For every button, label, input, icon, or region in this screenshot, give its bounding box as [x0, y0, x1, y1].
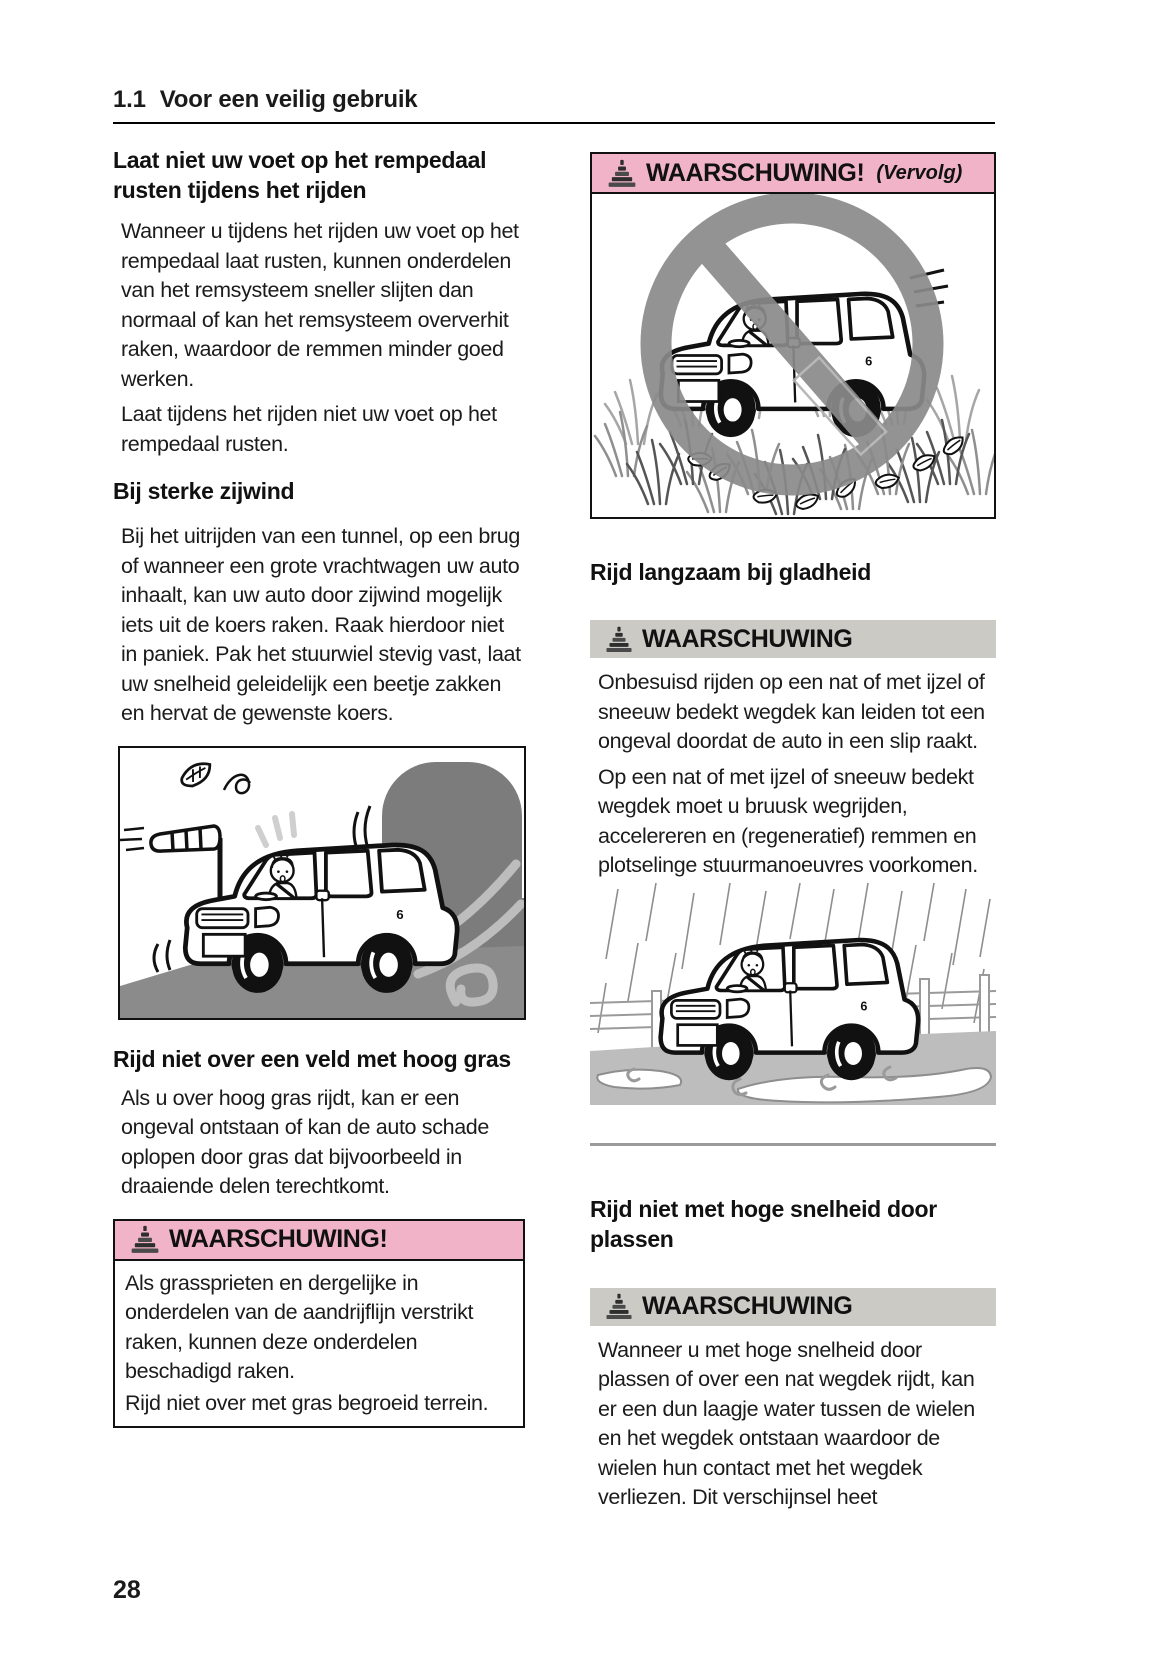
- header-rule: [113, 122, 995, 124]
- paragraph: Laat tijdens het rijden niet uw voet op het rempedaal rusten.: [121, 402, 497, 456]
- section-divider: [590, 1143, 996, 1146]
- warning-band-slippery: [590, 620, 996, 658]
- warning-box-body: [115, 1261, 523, 1427]
- section-number: 1.1: [113, 86, 146, 113]
- warning-title: WAARSCHUWING!: [646, 158, 865, 187]
- heading-slippery: Rijd langzaam bij gladheid: [590, 559, 872, 585]
- heading-crosswind: Bij sterke zijwind: [113, 478, 295, 504]
- paragraph: Wanneer u tijdens het rijden uw voet op het rempedaal laat rusten, kunnen onderdelen van het remsysteem sneller slijten dan normaal of kan het remsysteem oververhit raken, waardoor de remmen minder goed werken.: [121, 219, 519, 391]
- warning-title: WAARSCHUWING: [642, 1292, 853, 1320]
- column-right: [590, 152, 996, 1513]
- grass-front: [595, 412, 994, 514]
- column-left: [113, 145, 525, 1428]
- paragraph: Als grassprieten en dergelijke in onderdelen van de aandrijflijn verstrikt raken, kunnen deze onderdelen beschadigd raken.: [125, 1270, 474, 1383]
- warning-triangle-icon: [606, 159, 638, 188]
- page-header: [113, 86, 995, 114]
- warning-title: WAARSCHUWING: [642, 624, 853, 653]
- heading-high-grass: Rijd niet over een veld met hoog gras: [113, 1045, 511, 1072]
- heading-puddles: Rijd niet met hoge snelheid door plassen: [590, 1195, 937, 1252]
- warning-title: WAARSCHUWING!: [169, 1225, 388, 1253]
- heading-brake-pedal: Laat niet uw voet op het rempedaal rusten tijdens het rijden: [113, 147, 487, 203]
- startle-ticks: [258, 814, 294, 845]
- paragraph: Wanneer u met hoge snelheid door plassen of over een nat wegdek rijdt, kan er een dun laagje water tussen de wielen en het wegdek ontstaan waardoor de wielen hun contact met het wegdek verliezen. Dit verschijnsel heet: [598, 1337, 975, 1509]
- warning-continued-label: (Vervolg): [876, 161, 963, 184]
- warning-box-continued: [590, 152, 996, 519]
- figure-no-high-grass: [592, 194, 994, 517]
- warning-band-puddles: [590, 1288, 996, 1326]
- section-title: Voor een veilig gebruik: [159, 86, 418, 113]
- paragraph: Als u over hoog gras rijdt, kan er een ongeval ontstaan of kan de auto schade oplopen door gras dat bijvoorbeeld in draaiende delen terechtkomt.: [121, 1085, 490, 1198]
- paragraph: Bij het uitrijden van een tunnel, op een brug of wanneer een grote vrachtwagen uw auto inhaalt, kan uw auto door zijwind mogelijk iets uit de koers raken. Raak hierdoor niet in paniek. Pak het stuurwiel stevig vast, laat uw snelheid geleidelijk een beetje zakken en hervat de gewenste koers.: [121, 524, 521, 725]
- warning-box-header: [592, 154, 994, 194]
- figure-crosswind-tunnel: [118, 746, 526, 1020]
- warning-triangle-icon: [604, 1293, 634, 1320]
- figure-rain-puddles: [590, 883, 996, 1105]
- blowing-leaf: [179, 761, 213, 787]
- warning-box-header: [115, 1221, 523, 1261]
- page-number: 28: [113, 1576, 141, 1604]
- wind-squiggle: [224, 774, 250, 792]
- warning-triangle-icon: [604, 626, 634, 653]
- warning-box-grass: [113, 1219, 525, 1429]
- warning-triangle-icon: [129, 1225, 161, 1254]
- crosswind-tunnel-illustration: [120, 748, 524, 1018]
- paragraph: Onbesuisd rijden op een nat of met ijzel of sneeuw bedekt wegdek kan leiden tot een ongeval doordat de auto in een slip raakt.: [598, 670, 985, 753]
- paragraph: Op een nat of met ijzel of sneeuw bedekt wegdek moet u bruusk wegrijden, accelereren en (regeneratief) remmen en plotselinge stuurmanoeuvres voorkomen.: [598, 764, 978, 877]
- paragraph: Rijd niet over met gras begroeid terrein.: [125, 1390, 489, 1415]
